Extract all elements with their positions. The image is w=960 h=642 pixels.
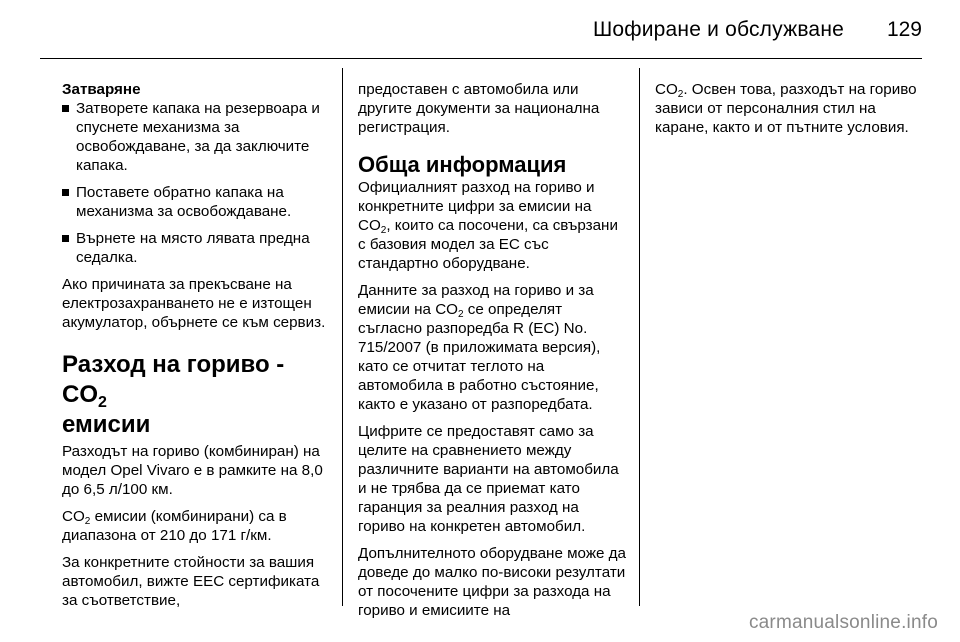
step-text: Поставете обратно капака на механизма за освобождаване. xyxy=(76,184,292,220)
general-info-heading: Обща информация xyxy=(358,152,567,177)
column-divider-1 xyxy=(342,68,343,606)
column-2 xyxy=(358,80,626,628)
co2-subscript: 2 xyxy=(677,89,684,100)
general-paragraph-3: Цифрите се предоставят само за целите на сравнението между различните варианти на автомобила и не трябва да се приемат като гаранция за реалния разход на гориво на конкретен автомобил. xyxy=(358,423,619,535)
co2-subscript: 2 xyxy=(458,309,464,320)
section-title-part1: Разход на гориво - CO xyxy=(62,351,285,408)
header-rule xyxy=(40,58,922,59)
column-1 xyxy=(62,80,330,618)
page-number: 129 xyxy=(886,18,922,41)
section-title xyxy=(62,350,330,440)
general-paragraph-1-text-a: Официалният разход на гориво и конкретните цифри за емисии на CO xyxy=(358,179,595,234)
general-paragraph-2-text-a: Данните за разход на гориво и за емисии на CO xyxy=(358,282,594,318)
fuel-consumption-paragraph: Разходът на гориво (комбиниран) на модел Opel Vivaro е в рамките на 8,0 до 6,5 л/100 км. xyxy=(62,443,323,498)
co2-label: CO xyxy=(62,508,85,525)
driving-style-text: . Освен това, разходът на гориво зависи от персоналния стил на каране, както и от пътните условия. xyxy=(655,81,917,136)
bullet-square-icon xyxy=(62,189,69,196)
chapter-title: Шофиране и обслужване xyxy=(592,18,844,41)
co2-emissions-paragraph xyxy=(62,507,330,545)
step-text: Затворете капака на резервоара и спуснете механизма за освобождаване, за да заключите капака. xyxy=(76,100,320,174)
closing-heading: Затваряне xyxy=(62,81,141,98)
bullet-square-icon xyxy=(62,105,69,112)
co2-text: емисии (комбинирани) са в диапазона от 210 до 171 г/км. xyxy=(62,508,287,544)
column-divider-2 xyxy=(639,68,640,606)
co2-subscript: 2 xyxy=(84,516,91,527)
watermark: carmanualsonline.info xyxy=(748,612,938,633)
column-3 xyxy=(655,80,925,145)
list-item xyxy=(62,99,330,175)
continued-paragraph: предоставен с автомобила или другите документи за национална регистрация. xyxy=(358,81,600,136)
co2-label: CO xyxy=(655,81,678,98)
general-paragraph-1 xyxy=(358,178,626,273)
step-text: Върнете на място лявата предна седалка. xyxy=(76,230,310,266)
certificate-paragraph: За конкретните стойности за вашия автомобил, вижте EEC сертификата за съответствие, xyxy=(62,554,320,609)
general-paragraph-2-text-b: се определят съгласно разпоредба R (EC) No. 715/2007 (в приложимата версия), като се отчитат теглото на автомобила в работно състояние, както е указано от разпоредбата. xyxy=(358,301,601,413)
section-title-part2: емисии xyxy=(62,411,151,438)
page-header xyxy=(40,0,922,62)
section-title-subscript: 2 xyxy=(98,394,107,411)
general-paragraph-1-text-b: , които са посочени, са свързани с базовия модел за ЕС със стандартно оборудване. xyxy=(358,217,618,272)
list-item xyxy=(62,183,330,221)
list-item xyxy=(62,229,330,267)
bullet-square-icon xyxy=(62,235,69,242)
general-paragraph-4: Допълнителното оборудване може да доведе до малко по-високи резултати от посочените цифри за разхода на гориво и емисиите на xyxy=(358,545,626,619)
co2-subscript: 2 xyxy=(380,225,387,236)
closing-steps-list xyxy=(62,99,330,267)
general-paragraph-2 xyxy=(358,281,626,414)
driving-style-paragraph xyxy=(655,80,925,137)
closing-note: Ако причината за прекъсване на електрозахранването не е изтощен акумулатор, обърнете се към сервиз. xyxy=(62,276,326,331)
